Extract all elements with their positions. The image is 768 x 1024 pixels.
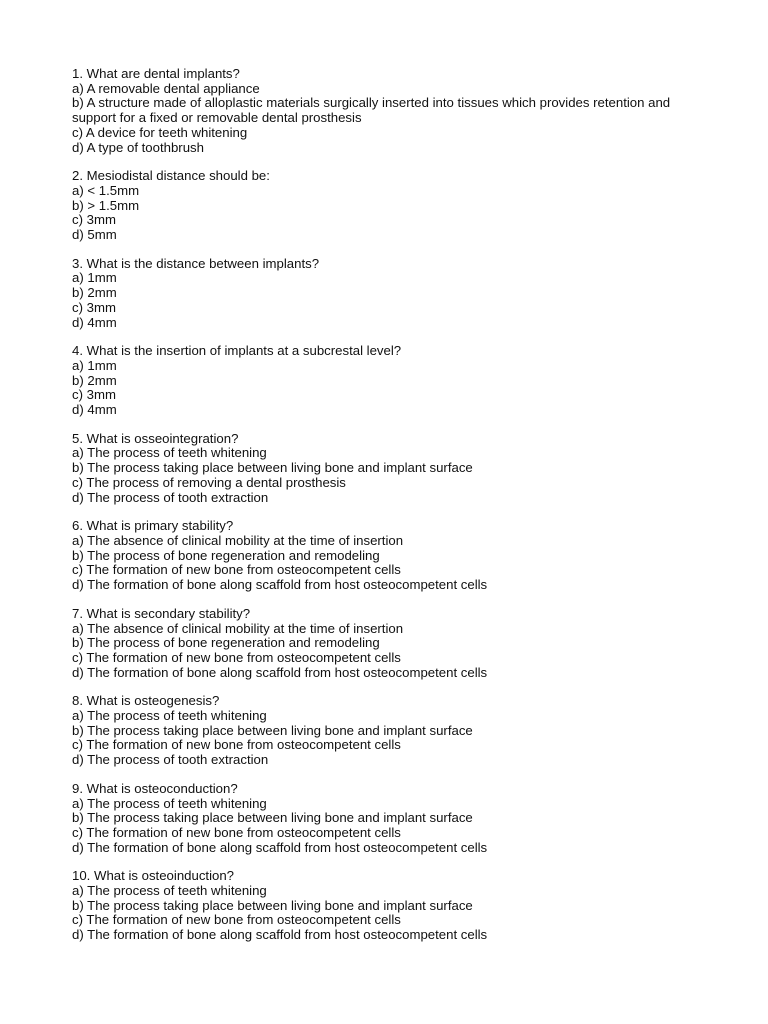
answer-option: b) The process taking place between living bone and implant surface bbox=[72, 810, 473, 826]
answer-option: b) 2mm bbox=[72, 285, 117, 301]
answer-option: c) The formation of new bone from osteocompetent cells bbox=[72, 824, 401, 840]
question-5 bbox=[72, 432, 712, 506]
answer-option: d) The process of tooth extraction bbox=[72, 489, 269, 505]
answer-option: b) The process taking place between living bone and implant surface bbox=[72, 897, 473, 913]
question-9 bbox=[72, 782, 712, 856]
question-7 bbox=[72, 607, 712, 681]
question-prompt: 7. What is secondary stability? bbox=[72, 605, 251, 621]
quiz-document bbox=[72, 67, 712, 957]
question-8 bbox=[72, 694, 712, 768]
answer-option: d) A type of toothbrush bbox=[72, 139, 204, 155]
question-prompt: 2. Mesiodistal distance should be: bbox=[72, 168, 270, 184]
answer-option: c) The process of removing a dental prosthesis bbox=[72, 474, 346, 490]
question-1 bbox=[72, 67, 712, 155]
question-2 bbox=[72, 169, 712, 243]
answer-option: d) The formation of bone along scaffold from host osteocompetent cells bbox=[72, 839, 488, 855]
answer-option: a) The process of teeth whitening bbox=[72, 795, 267, 811]
question-prompt: 5. What is osseointegration? bbox=[72, 430, 239, 446]
answer-option: c) The formation of new bone from osteocompetent cells bbox=[72, 912, 401, 928]
question-prompt: 10. What is osteoinduction? bbox=[72, 868, 235, 884]
question-prompt: 4. What is the insertion of implants at a subcrestal level? bbox=[72, 343, 402, 359]
answer-option: d) The formation of bone along scaffold from host osteocompetent cells bbox=[72, 664, 488, 680]
answer-option: c) 3mm bbox=[72, 387, 116, 403]
answer-option: a) The absence of clinical mobility at the time of insertion bbox=[72, 532, 404, 548]
answer-option: c) The formation of new bone from osteocompetent cells bbox=[72, 649, 401, 665]
answer-option: a) The process of teeth whitening bbox=[72, 445, 267, 461]
question-4 bbox=[72, 344, 712, 418]
answer-option: b) The process of bone regeneration and remodeling bbox=[72, 635, 380, 651]
answer-option: c) 3mm bbox=[72, 212, 116, 228]
answer-option: b) The process of bone regeneration and remodeling bbox=[72, 547, 380, 563]
answer-option: c) 3mm bbox=[72, 299, 116, 315]
question-10 bbox=[72, 869, 712, 943]
answer-option: c) The formation of new bone from osteocompetent cells bbox=[72, 562, 401, 578]
answer-option: d) The process of tooth extraction bbox=[72, 752, 269, 768]
answer-option: a) 1mm bbox=[72, 357, 117, 373]
answer-option: d) The formation of bone along scaffold from host osteocompetent cells bbox=[72, 927, 488, 943]
question-prompt: 9. What is osteoconduction? bbox=[72, 780, 238, 796]
answer-option: b) 2mm bbox=[72, 372, 117, 388]
answer-option: a) The process of teeth whitening bbox=[72, 708, 267, 724]
answer-option: a) < 1.5mm bbox=[72, 182, 140, 198]
answer-option: a) 1mm bbox=[72, 270, 117, 286]
question-prompt: 8. What is osteogenesis? bbox=[72, 693, 220, 709]
question-prompt: 1. What are dental implants? bbox=[72, 66, 240, 81]
answer-option: d) 5mm bbox=[72, 227, 117, 243]
answer-option: c) A device for teeth whitening bbox=[72, 124, 248, 140]
answer-option: d) 4mm bbox=[72, 314, 117, 330]
answer-option: a) The process of teeth whitening bbox=[72, 883, 267, 899]
answer-option: a) The absence of clinical mobility at the time of insertion bbox=[72, 620, 404, 636]
answer-option: c) The formation of new bone from osteocompetent cells bbox=[72, 737, 401, 753]
answer-option: b) A structure made of alloplastic materials surgically inserted into tissues which provides retention and support for a fixed or removable dental prosthesis bbox=[72, 95, 671, 126]
answer-option: b) The process taking place between living bone and implant surface bbox=[72, 722, 473, 738]
question-prompt: 3. What is the distance between implants? bbox=[72, 255, 320, 271]
answer-option: b) > 1.5mm bbox=[72, 197, 140, 213]
question-6 bbox=[72, 519, 712, 593]
answer-option: a) A removable dental appliance bbox=[72, 80, 260, 96]
answer-option: d) 4mm bbox=[72, 402, 117, 418]
question-prompt: 6. What is primary stability? bbox=[72, 518, 234, 534]
answer-option: b) The process taking place between living bone and implant surface bbox=[72, 460, 473, 476]
answer-option: d) The formation of bone along scaffold from host osteocompetent cells bbox=[72, 577, 488, 593]
question-3 bbox=[72, 257, 712, 331]
